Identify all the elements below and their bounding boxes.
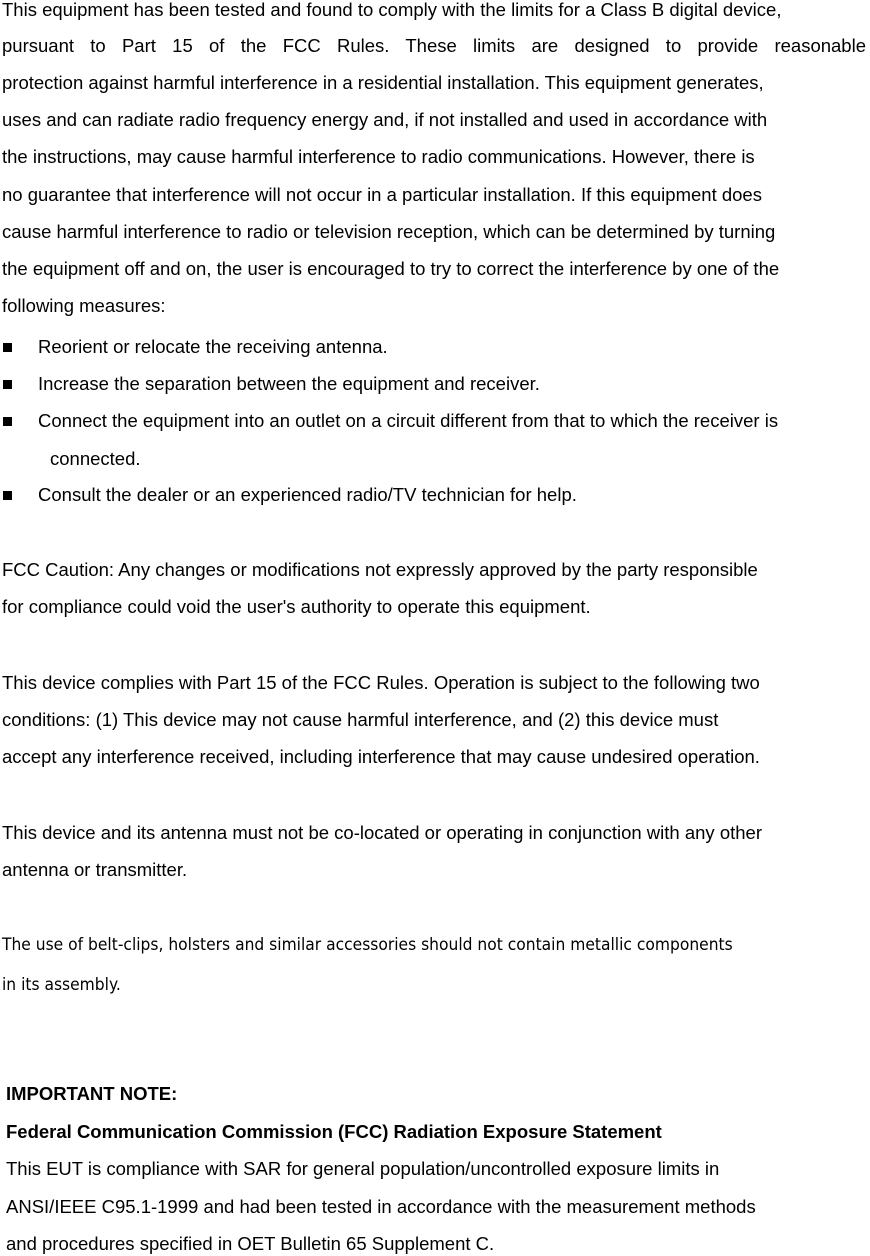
note-line: This EUT is compliance with SAR for general population/uncontrolled exposure limits in bbox=[6, 1158, 720, 1179]
list-item-continuation: connected. bbox=[50, 448, 141, 469]
note-line: ANSI/IEEE C95.1-1999 and had been tested in accordance with the measurement methods bbox=[6, 1196, 756, 1217]
intro-line: This equipment has been tested and found to comply with the limits for a Class B digital device, bbox=[2, 0, 782, 20]
list-item-text: Connect the equipment into an outlet on a circuit different from that to which the receiver is bbox=[38, 410, 779, 431]
list-item-text: Reorient or relocate the receiving antenna. bbox=[38, 336, 388, 357]
antenna-line: antenna or transmitter. bbox=[2, 859, 188, 880]
caution-line: for compliance could void the user's authority to operate this equipment. bbox=[2, 596, 591, 617]
intro-line: the instructions, may cause harmful interference to radio communications. However, there is bbox=[2, 146, 755, 167]
compliance-line: conditions: (1) This device may not cause harmful interference, and (2) this device must bbox=[2, 709, 719, 730]
square-bullet-icon bbox=[3, 491, 12, 500]
accessory-line: The use of belt-clips, holsters and similar accessories should not contain metallic components bbox=[2, 935, 733, 954]
intro-line: the equipment off and on, the user is encouraged to try to correct the interference by one of the bbox=[2, 258, 780, 279]
intro-line: pursuant to Part 15 of the FCC Rules. These limits are designed to provide reasonable bbox=[2, 35, 866, 56]
rf-exposure-subheading: Federal Communication Commission (FCC) Radiation Exposure Statement bbox=[6, 1121, 662, 1142]
caution-line: FCC Caution: Any changes or modifications not expressly approved by the party responsible bbox=[2, 559, 758, 580]
square-bullet-icon bbox=[3, 417, 12, 426]
intro-line: no guarantee that interference will not occur in a particular installation. If this equipment does bbox=[2, 184, 762, 205]
list-item-text: Consult the dealer or an experienced radio/TV technician for help. bbox=[38, 484, 577, 505]
compliance-line: This device complies with Part 15 of the FCC Rules. Operation is subject to the following two bbox=[2, 672, 760, 693]
accessory-line: in its assembly. bbox=[2, 975, 121, 994]
square-bullet-icon bbox=[3, 343, 12, 352]
list-item-text: Increase the separation between the equipment and receiver. bbox=[38, 373, 540, 394]
important-note-heading: IMPORTANT NOTE: bbox=[6, 1083, 178, 1104]
note-line: and procedures specified in OET Bulletin 65 Supplement C. bbox=[6, 1233, 495, 1254]
intro-line: cause harmful interference to radio or television reception, which can be determined by turning bbox=[2, 221, 776, 242]
intro-line: uses and can radiate radio frequency energy and, if not installed and used in accordance with bbox=[2, 109, 768, 130]
intro-line: following measures: bbox=[2, 295, 166, 316]
intro-line: protection against harmful interference in a residential installation. This equipment generates, bbox=[2, 72, 764, 93]
antenna-line: This device and its antenna must not be co-located or operating in conjunction with any other bbox=[2, 822, 762, 843]
square-bullet-icon bbox=[3, 380, 12, 389]
compliance-line: accept any interference received, including interference that may cause undesired operation. bbox=[2, 746, 760, 767]
